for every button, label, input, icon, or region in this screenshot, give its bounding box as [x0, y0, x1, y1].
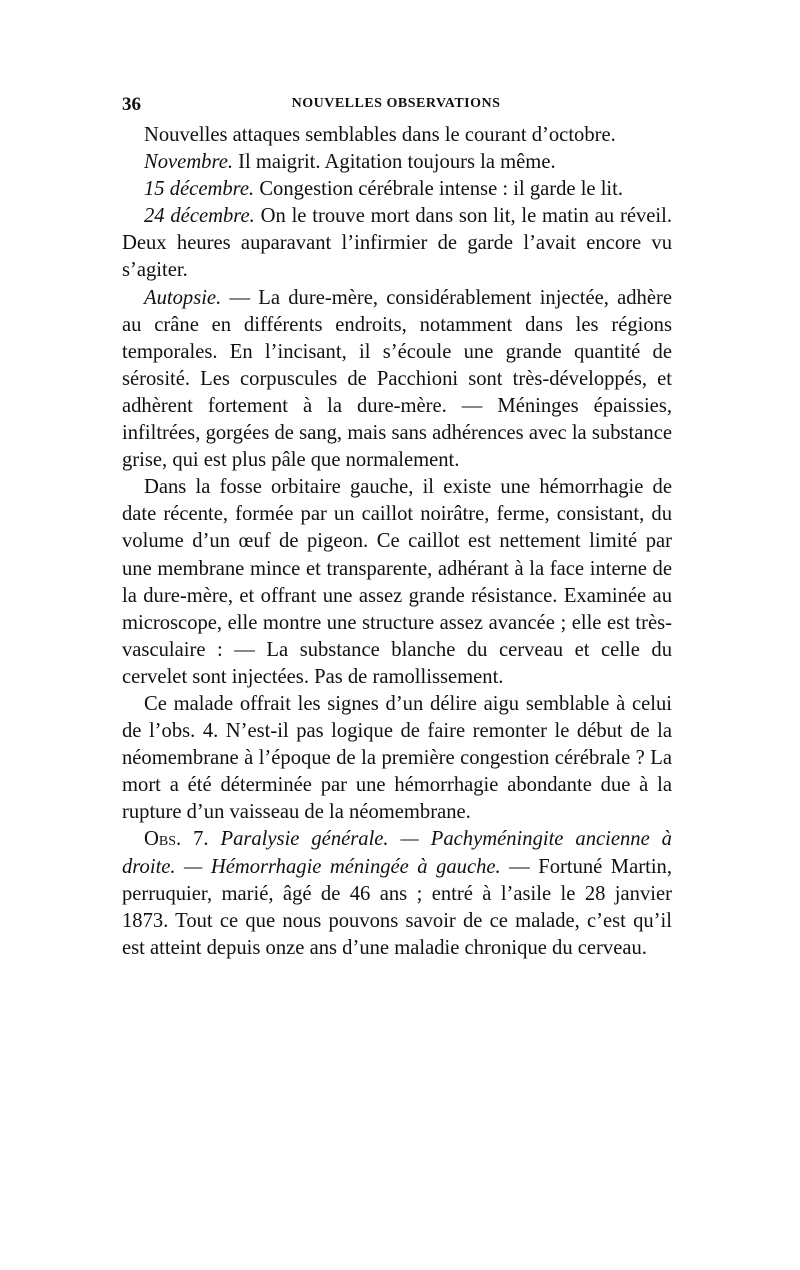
page-header — [122, 94, 670, 118]
date-dec-24: 24 décembre. — [144, 205, 255, 228]
paragraph-october-text: Nouvelles attaques semblables dans le courant d’octobre. — [144, 124, 616, 146]
paragraph-november-text: Il maigrit. Agitation toujours la même. — [233, 151, 556, 174]
paragraph-october — [122, 122, 672, 149]
date-november: Novembre. — [144, 151, 234, 174]
body-text — [122, 122, 672, 962]
obs-number: Obs. 7. — [144, 828, 209, 851]
obs-title: Paralysie générale. — Pachyméningite ancienne à droite. — Hémorrhagie méningée à gauche. — [122, 828, 672, 878]
paragraph-autopsy-text: — La dure-mère, considérablement injectée, adhère au crâne en différents endroits, notamment dans les régions temporales. En l’incisant, il s’écoule une grande quantité de sérosité. Les corpuscules de Pacchioni sont très-développés, et adhèrent fortement à la dure-mère. — Méninges épaissies, infiltrées, gorgées de sang, mais sans adhérences avec la substance grise, qui est plus pâle que normalement. — [122, 286, 672, 472]
paragraph-obs-7-text: — Fortuné Martin, perruquier, marié, âgé de 46 ans ; entré à l’asile le 28 janvier 1873. Tout ce que nous pouvons savoir de ce malade, c’est qu’il est atteint depuis onze ans d’une maladie chronique du cerveau. — [122, 855, 672, 959]
paragraph-obs-7 — [122, 826, 672, 961]
paragraph-hemorrhage — [122, 474, 672, 691]
paragraph-dec-15-text: Congestion cérébrale intense : il garde le lit. — [254, 178, 624, 201]
paragraph-autopsy — [122, 285, 672, 475]
page-number: 36 — [122, 94, 141, 115]
date-dec-15: 15 décembre. — [144, 178, 255, 201]
paragraph-dec-24-text: On le trouve mort dans son lit, le matin au réveil. Deux heures auparavant l’infirmier de garde l’avait encore vu s’agiter. — [122, 205, 672, 282]
paragraph-discussion-text: Ce malade offrait les signes d’un délire aigu semblable à celui de l’obs. 4. N’est-il pas logique de faire remonter le début de la néomembrane à l’époque de la première congestion cérébrale ? La mort a été déterminée par une hémorrhagie abondante due à la rupture d’un vaisseau de la néomembrane. — [122, 692, 672, 824]
running-title: NOUVELLES OBSERVATIONS — [291, 96, 501, 111]
paragraph-hemorrhage-text: Dans la fosse orbitaire gauche, il existe une hémorrhagie de date récente, formée par un caillot noirâtre, ferme, consistant, du volume d’un œuf de pigeon. Ce caillot est nettement limité par une membrane mince et transparente, adhérant à la face interne de la dure-mère, et offrant une assez grande résistance. Examinée au microscope, elle montre une structure assez avancée ; elle est très-vasculaire : — La substance blanche du cerveau et celle du cervelet sont injectées. Pas de ramollissement. — [122, 476, 672, 688]
autopsy-label: Autopsie. — [144, 286, 222, 309]
paragraph-november — [122, 149, 672, 176]
paragraph-discussion — [122, 691, 672, 826]
paragraph-dec-15 — [122, 176, 672, 203]
paragraph-dec-24 — [122, 203, 672, 284]
